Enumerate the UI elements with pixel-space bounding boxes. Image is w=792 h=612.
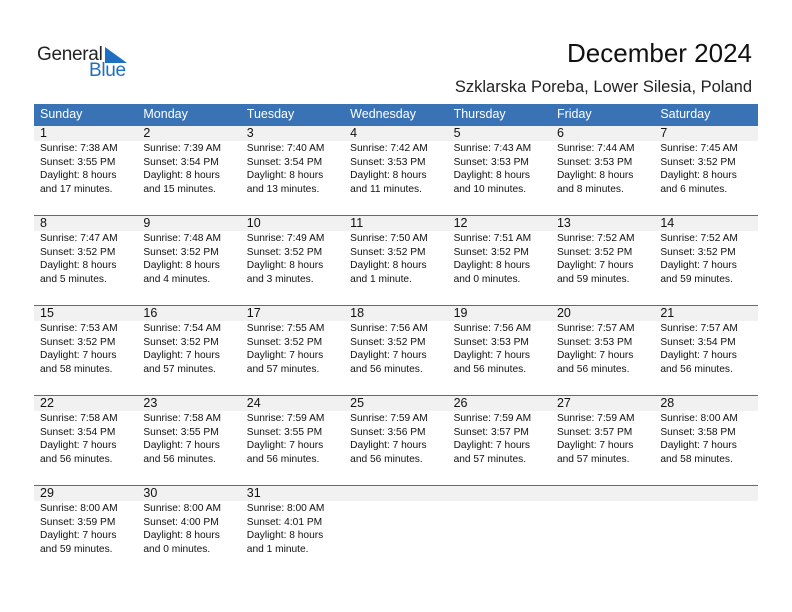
sunset-text: Sunset: 3:56 PM	[350, 426, 426, 438]
week-day-numbers	[34, 216, 758, 231]
week-day-numbers	[34, 396, 758, 411]
day-number: 26	[453, 396, 468, 410]
day-cell	[34, 141, 137, 201]
day-number: 1	[40, 126, 47, 140]
day-number: 17	[246, 306, 261, 320]
daylight-text: and 56 minutes.	[40, 453, 113, 465]
day-number: 30	[143, 486, 158, 500]
sunrise-text: Sunrise: 7:59 AM	[246, 413, 325, 424]
day-cell	[137, 411, 240, 471]
weekday-thursday: Thursday	[453, 107, 506, 121]
sunrise-text: Sunrise: 7:44 AM	[556, 143, 635, 154]
sunset-text: Sunset: 3:52 PM	[660, 246, 736, 258]
week-day-details	[34, 231, 758, 291]
day-cell	[241, 321, 344, 381]
sunset-text: Sunset: 4:01 PM	[246, 516, 323, 528]
sunrise-text: Sunrise: 8:00 AM	[143, 503, 221, 514]
sunset-text: Sunset: 3:52 PM	[40, 336, 116, 348]
week-day-details	[34, 321, 758, 381]
weekday-friday: Friday	[556, 107, 592, 121]
sunset-text: Sunset: 3:55 PM	[40, 156, 116, 168]
daylight-text: Daylight: 8 hours	[246, 170, 324, 181]
sunset-text: Sunset: 3:54 PM	[246, 156, 323, 168]
day-number: 15	[40, 306, 54, 320]
day-cell	[551, 141, 654, 201]
daylight-text: and 4 minutes.	[143, 273, 211, 285]
sunrise-text: Sunrise: 7:59 AM	[453, 413, 532, 424]
sunset-text: Sunset: 3:52 PM	[660, 156, 736, 168]
sunrise-text: Sunrise: 7:49 AM	[246, 233, 325, 244]
weekday-sunday: Sunday	[40, 107, 83, 121]
week-day-details	[34, 411, 758, 471]
daylight-text: Daylight: 8 hours	[143, 530, 220, 541]
daylight-text: and 10 minutes.	[453, 183, 527, 195]
daylight-text: and 0 minutes.	[453, 273, 521, 285]
daylight-text: Daylight: 7 hours	[453, 350, 531, 361]
sunset-text: Sunset: 3:53 PM	[453, 336, 529, 348]
sunrise-text: Sunrise: 7:52 AM	[660, 233, 738, 244]
daylight-text: and 58 minutes.	[40, 363, 113, 375]
day-cell	[344, 321, 447, 381]
logo-general-text: General	[37, 44, 103, 65]
sunrise-text: Sunrise: 7:58 AM	[143, 413, 221, 424]
sunset-text: Sunset: 3:55 PM	[143, 426, 219, 438]
day-number: 12	[453, 216, 468, 230]
daylight-text: and 56 minutes.	[246, 453, 320, 465]
day-cell	[137, 231, 240, 291]
day-number: 5	[453, 126, 461, 140]
sunset-text: Sunset: 3:52 PM	[143, 246, 219, 258]
sunset-text: Sunset: 3:57 PM	[556, 426, 633, 438]
week-day-numbers	[34, 306, 758, 321]
daylight-text: Daylight: 7 hours	[556, 260, 634, 271]
sunrise-text: Sunrise: 7:39 AM	[143, 143, 221, 154]
sunset-text: Sunset: 3:53 PM	[556, 156, 633, 168]
day-number: 22	[40, 396, 54, 410]
daylight-text: Daylight: 8 hours	[350, 170, 427, 181]
day-number: 21	[660, 306, 675, 320]
sunset-text: Sunset: 3:52 PM	[40, 246, 116, 258]
day-number: 10	[246, 216, 261, 230]
sunrise-text: Sunrise: 7:55 AM	[246, 323, 325, 334]
day-cell	[551, 231, 654, 291]
sunrise-text: Sunrise: 7:57 AM	[556, 323, 635, 334]
daylight-text: and 8 minutes.	[556, 183, 624, 195]
day-number: 4	[350, 126, 358, 140]
daylight-text: Daylight: 7 hours	[40, 440, 117, 451]
day-cell	[34, 501, 137, 561]
daylight-text: and 1 minute.	[246, 543, 309, 555]
sunrise-text: Sunrise: 7:45 AM	[660, 143, 738, 154]
calendar-week	[34, 395, 758, 471]
day-number: 24	[246, 396, 261, 410]
day-number	[654, 486, 757, 501]
calendar-week	[34, 485, 758, 561]
day-number: 31	[246, 486, 261, 500]
day-cell	[137, 141, 240, 201]
sunrise-text: Sunrise: 7:59 AM	[556, 413, 635, 424]
daylight-text: and 5 minutes.	[40, 273, 107, 285]
day-cell	[34, 321, 137, 381]
sunrise-text: Sunrise: 7:50 AM	[350, 233, 428, 244]
sunrise-text: Sunrise: 7:59 AM	[350, 413, 428, 424]
daylight-text: and 1 minute.	[350, 273, 412, 285]
sunset-text: Sunset: 3:52 PM	[143, 336, 219, 348]
sunrise-text: Sunrise: 7:43 AM	[453, 143, 532, 154]
daylight-text: Daylight: 8 hours	[453, 260, 531, 271]
week-day-details	[34, 141, 758, 201]
day-number: 29	[40, 486, 54, 500]
sunset-text: Sunset: 3:53 PM	[556, 336, 633, 348]
sunrise-text: Sunrise: 7:40 AM	[246, 143, 325, 154]
sunset-text: Sunset: 3:57 PM	[453, 426, 529, 438]
daylight-text: Daylight: 8 hours	[143, 170, 220, 181]
day-number: 14	[660, 216, 675, 230]
daylight-text: Daylight: 7 hours	[143, 350, 220, 361]
day-number: 27	[556, 396, 571, 410]
daylight-text: and 56 minutes.	[660, 363, 733, 375]
weekday-monday: Monday	[143, 107, 188, 121]
sunset-text: Sunset: 3:53 PM	[350, 156, 426, 168]
daylight-text: Daylight: 7 hours	[143, 440, 220, 451]
sunset-text: Sunset: 3:54 PM	[40, 426, 116, 438]
day-number: 9	[143, 216, 151, 230]
day-number: 28	[660, 396, 675, 410]
daylight-text: Daylight: 8 hours	[660, 170, 737, 181]
day-cell	[448, 411, 551, 471]
day-cell	[241, 411, 344, 471]
sunset-text: Sunset: 3:53 PM	[453, 156, 529, 168]
day-cell	[448, 321, 551, 381]
daylight-text: and 3 minutes.	[246, 273, 314, 285]
day-number	[551, 486, 654, 501]
day-number: 8	[40, 216, 47, 230]
day-number: 2	[143, 126, 151, 140]
day-cell	[344, 231, 447, 291]
sunset-text: Sunset: 3:55 PM	[246, 426, 323, 438]
day-cell	[137, 501, 240, 561]
sunrise-text: Sunrise: 7:51 AM	[453, 233, 532, 244]
day-number: 23	[143, 396, 158, 410]
daylight-text: Daylight: 7 hours	[660, 260, 737, 271]
day-number: 20	[556, 306, 571, 320]
daylight-text: Daylight: 7 hours	[246, 440, 324, 451]
day-cell	[448, 231, 551, 291]
day-number	[448, 486, 551, 501]
daylight-text: and 15 minutes.	[143, 183, 216, 195]
daylight-text: and 56 minutes.	[143, 453, 216, 465]
day-cell	[344, 141, 447, 201]
daylight-text: Daylight: 7 hours	[350, 440, 427, 451]
daylight-text: and 56 minutes.	[453, 363, 527, 375]
weekday-wednesday: Wednesday	[350, 107, 416, 121]
day-number: 3	[246, 126, 254, 140]
sunrise-text: Sunrise: 7:42 AM	[350, 143, 428, 154]
daylight-text: and 57 minutes.	[143, 363, 216, 375]
daylight-text: Daylight: 8 hours	[453, 170, 531, 181]
sunset-text: Sunset: 3:59 PM	[40, 516, 116, 528]
daylight-text: Daylight: 7 hours	[660, 350, 737, 361]
day-cell	[344, 411, 447, 471]
day-cell	[654, 141, 757, 201]
day-cell	[654, 501, 757, 561]
week-day-numbers	[34, 486, 758, 501]
sunrise-text: Sunrise: 7:48 AM	[143, 233, 221, 244]
day-cell	[551, 411, 654, 471]
daylight-text: and 59 minutes.	[660, 273, 733, 285]
daylight-text: and 6 minutes.	[660, 183, 728, 195]
daylight-text: and 17 minutes.	[40, 183, 113, 195]
day-number: 19	[453, 306, 468, 320]
sunset-text: Sunset: 3:52 PM	[453, 246, 529, 258]
daylight-text: and 13 minutes.	[246, 183, 320, 195]
sunset-text: Sunset: 3:58 PM	[660, 426, 736, 438]
calendar-week	[34, 215, 758, 291]
day-cell	[551, 501, 654, 561]
logo	[37, 44, 137, 80]
daylight-text: Daylight: 7 hours	[556, 440, 634, 451]
sunset-text: Sunset: 3:52 PM	[246, 246, 323, 258]
daylight-text: Daylight: 7 hours	[453, 440, 531, 451]
page-title: December 2024	[567, 38, 752, 68]
sunrise-text: Sunrise: 7:56 AM	[350, 323, 428, 334]
day-cell	[241, 501, 344, 561]
daylight-text: and 59 minutes.	[556, 273, 630, 285]
sunset-text: Sunset: 3:52 PM	[556, 246, 633, 258]
daylight-text: Daylight: 7 hours	[246, 350, 324, 361]
day-cell	[654, 231, 757, 291]
sunrise-text: Sunrise: 7:52 AM	[556, 233, 635, 244]
daylight-text: and 57 minutes.	[556, 453, 630, 465]
daylight-text: Daylight: 8 hours	[40, 260, 117, 271]
day-number: 7	[660, 126, 668, 140]
daylight-text: Daylight: 8 hours	[246, 260, 324, 271]
daylight-text: Daylight: 8 hours	[556, 170, 634, 181]
daylight-text: Daylight: 8 hours	[40, 170, 117, 181]
daylight-text: and 56 minutes.	[556, 363, 630, 375]
day-number: 16	[143, 306, 158, 320]
daylight-text: and 59 minutes.	[40, 543, 113, 555]
logo-blue-text: Blue	[89, 60, 126, 81]
sunrise-text: Sunrise: 7:57 AM	[660, 323, 738, 334]
sunrise-text: Sunrise: 8:00 AM	[660, 413, 738, 424]
sunset-text: Sunset: 4:00 PM	[143, 516, 219, 528]
day-cell	[448, 141, 551, 201]
day-number: 11	[350, 216, 364, 230]
day-cell	[34, 231, 137, 291]
sunset-text: Sunset: 3:54 PM	[143, 156, 219, 168]
sunrise-text: Sunrise: 7:53 AM	[40, 323, 118, 334]
day-cell	[241, 141, 344, 201]
sunset-text: Sunset: 3:52 PM	[350, 336, 426, 348]
week-day-details	[34, 501, 758, 561]
sunrise-text: Sunrise: 7:54 AM	[143, 323, 221, 334]
day-cell	[34, 411, 137, 471]
sunrise-text: Sunrise: 8:00 AM	[40, 503, 118, 514]
daylight-text: Daylight: 8 hours	[143, 260, 220, 271]
calendar-grid	[34, 104, 758, 561]
calendar-week	[34, 305, 758, 381]
sunset-text: Sunset: 3:52 PM	[246, 336, 323, 348]
sunrise-text: Sunrise: 7:58 AM	[40, 413, 118, 424]
day-cell	[654, 411, 757, 471]
day-number: 25	[350, 396, 365, 410]
daylight-text: and 0 minutes.	[143, 543, 211, 555]
day-number	[344, 486, 447, 501]
week-day-numbers	[34, 126, 758, 141]
day-cell	[448, 501, 551, 561]
daylight-text: and 56 minutes.	[350, 363, 423, 375]
day-cell	[551, 321, 654, 381]
daylight-text: Daylight: 7 hours	[556, 350, 634, 361]
sunset-text: Sunset: 3:54 PM	[660, 336, 736, 348]
day-cell	[344, 501, 447, 561]
daylight-text: Daylight: 8 hours	[246, 530, 324, 541]
weeks-container	[34, 125, 758, 561]
day-number: 18	[350, 306, 365, 320]
day-number: 13	[556, 216, 571, 230]
daylight-text: Daylight: 7 hours	[350, 350, 427, 361]
daylight-text: and 57 minutes.	[453, 453, 527, 465]
day-cell	[137, 321, 240, 381]
day-cell	[241, 231, 344, 291]
weekday-saturday: Saturday	[660, 107, 711, 121]
daylight-text: and 57 minutes.	[246, 363, 320, 375]
daylight-text: Daylight: 8 hours	[350, 260, 427, 271]
sunrise-text: Sunrise: 7:56 AM	[453, 323, 532, 334]
sunrise-text: Sunrise: 7:47 AM	[40, 233, 118, 244]
sunrise-text: Sunrise: 8:00 AM	[246, 503, 325, 514]
location-subtitle: Szklarska Poreba, Lower Silesia, Poland	[454, 78, 752, 96]
daylight-text: and 11 minutes.	[350, 183, 422, 195]
weekday-tuesday: Tuesday	[246, 107, 295, 121]
sunset-text: Sunset: 3:52 PM	[350, 246, 426, 258]
daylight-text: and 56 minutes.	[350, 453, 423, 465]
sunrise-text: Sunrise: 7:38 AM	[40, 143, 118, 154]
calendar-week	[34, 125, 758, 201]
day-cell	[654, 321, 757, 381]
weekday-header	[34, 104, 758, 125]
daylight-text: Daylight: 7 hours	[40, 530, 117, 541]
daylight-text: and 58 minutes.	[660, 453, 733, 465]
daylight-text: Daylight: 7 hours	[660, 440, 737, 451]
daylight-text: Daylight: 7 hours	[40, 350, 117, 361]
day-number: 6	[556, 126, 564, 140]
